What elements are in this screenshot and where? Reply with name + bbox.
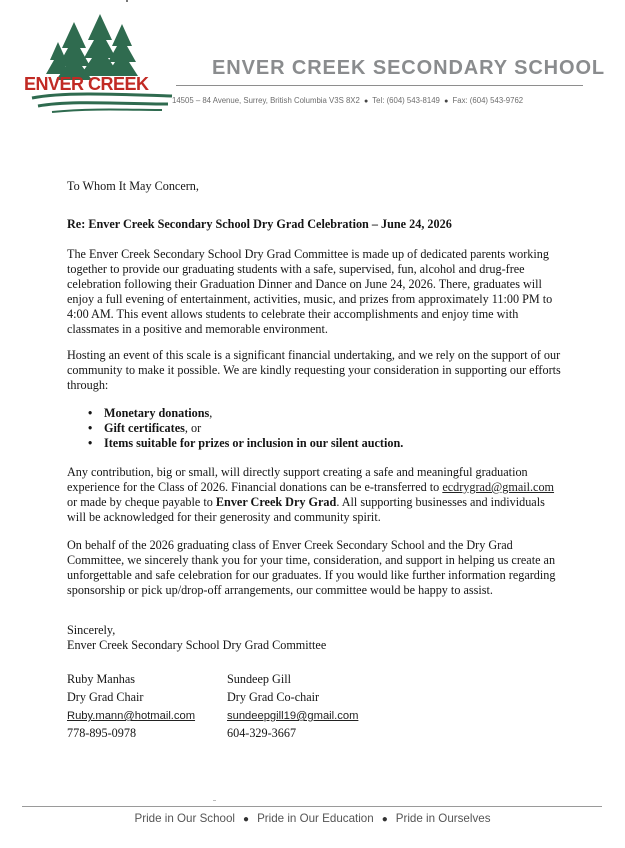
footer-motto — [0, 812, 625, 825]
list-item: • Items suitable for prizes or inclusion in our silent auction. — [88, 436, 404, 450]
school-fax: Fax: (604) 543-9762 — [452, 96, 524, 105]
school-name: ENVER CREEK SECONDARY SCHOOL — [212, 57, 606, 79]
signatory-name: Sundeep Gill — [227, 672, 291, 686]
footer-divider — [22, 806, 602, 807]
salutation: To Whom It May Concern, — [67, 179, 199, 193]
list-item: • Gift certificates, or — [88, 421, 202, 435]
signatory-email-link[interactable]: Ruby.mann@hotmail.com — [67, 710, 196, 722]
signatory-phone: 778-895-0978 — [67, 726, 137, 740]
signatory-co-chair — [227, 670, 407, 742]
scan-mark — [126, 0, 128, 2]
school-address: 14505 – 84 Avenue, Surrey, British Columbia V3S 8X2 — [172, 96, 360, 105]
bullet-icon: • — [88, 436, 93, 450]
bullet-icon: • — [88, 406, 93, 420]
bullet-separator: ● — [364, 98, 369, 105]
paragraph-intro: The Enver Creek Secondary School Dry Grad Committee is made up of dedicated parents working together to provide our graduating students with a safe, supervised, fun, alcohol and drug-free celebration following their Graduation Dinner and Dance on June 24, 2026. There, graduates will enjoy a full evening of entertainment, activities, music, and prizes from approximately 11:00 PM to 4:00 AM. This event allows students to celebrate their accomplishments and enjoy time with classmates in a positive and memorable environment. — [67, 247, 553, 336]
motto-ourselves: Pride in Ourselves — [395, 812, 491, 825]
signatory-role: Dry Grad Co-chair — [227, 690, 320, 704]
closing-block — [67, 623, 326, 653]
contact-line — [172, 96, 592, 105]
donation-options-list — [67, 406, 547, 451]
motto-school: Pride in Our School — [134, 812, 236, 825]
closing-word: Sincerely, — [67, 623, 116, 637]
signatory-phone: 604-329-3667 — [227, 726, 297, 740]
signatory-role: Dry Grad Chair — [67, 690, 144, 704]
bullet-icon: • — [88, 421, 93, 435]
etransfer-email-link[interactable]: ecdrygrad@gmail.com — [442, 480, 555, 494]
list-item: • Monetary donations, — [88, 406, 213, 420]
bullet-separator: ● — [444, 98, 449, 105]
signatory-chair — [67, 670, 247, 742]
school-phone: Tel: (604) 543-8149 — [372, 96, 440, 105]
committee-name: Enver Creek Secondary School Dry Grad Committee — [67, 638, 327, 652]
scan-mark — [213, 800, 216, 801]
pine-trees-icon — [46, 14, 138, 80]
logo-wordmark: ENVER CREEK — [24, 74, 149, 94]
bullet-separator: ● — [381, 814, 388, 825]
cheque-payee: Enver Creek Dry Grad — [215, 495, 337, 509]
subject-line: Re: Enver Creek Secondary School Dry Grad Celebration – June 24, 2026 — [67, 217, 452, 231]
header-divider — [176, 85, 583, 86]
signatory-name: Ruby Manhas — [67, 672, 136, 686]
bullet-separator: ● — [243, 814, 250, 825]
signatory-email-link[interactable]: sundeepgill19@gmail.com — [227, 710, 359, 722]
paragraph-donations: Any contribution, big or small, will directly support creating a safe and meaningful graduation experience for the Class of 2026. Financial donations can be e-transferred to ecdrygrad@gmail.com or made by cheque payable to Enver Creek Dry Grad. All supporting businesses and individuals will be acknowledged for their generosity and community spirit. — [67, 465, 555, 524]
motto-education: Pride in Our Education — [257, 812, 374, 825]
paragraph-thanks: On behalf of the 2026 graduating class of Enver Creek Secondary School and the Dry Grad Committee, we sincerely thank you for your time, consideration, and support in helping us create an unforgettable and safe celebration for our graduates. If you would like further information regarding sponsorship or pick up/drop-off arrangements, our committee would be happy to assist. — [67, 538, 556, 597]
school-logo — [22, 14, 182, 114]
paragraph-request: Hosting an event of this scale is a significant financial undertaking, and we rely on the support of our community to make it possible. We are kindly requesting your consideration in supporting our efforts through: — [67, 348, 561, 392]
